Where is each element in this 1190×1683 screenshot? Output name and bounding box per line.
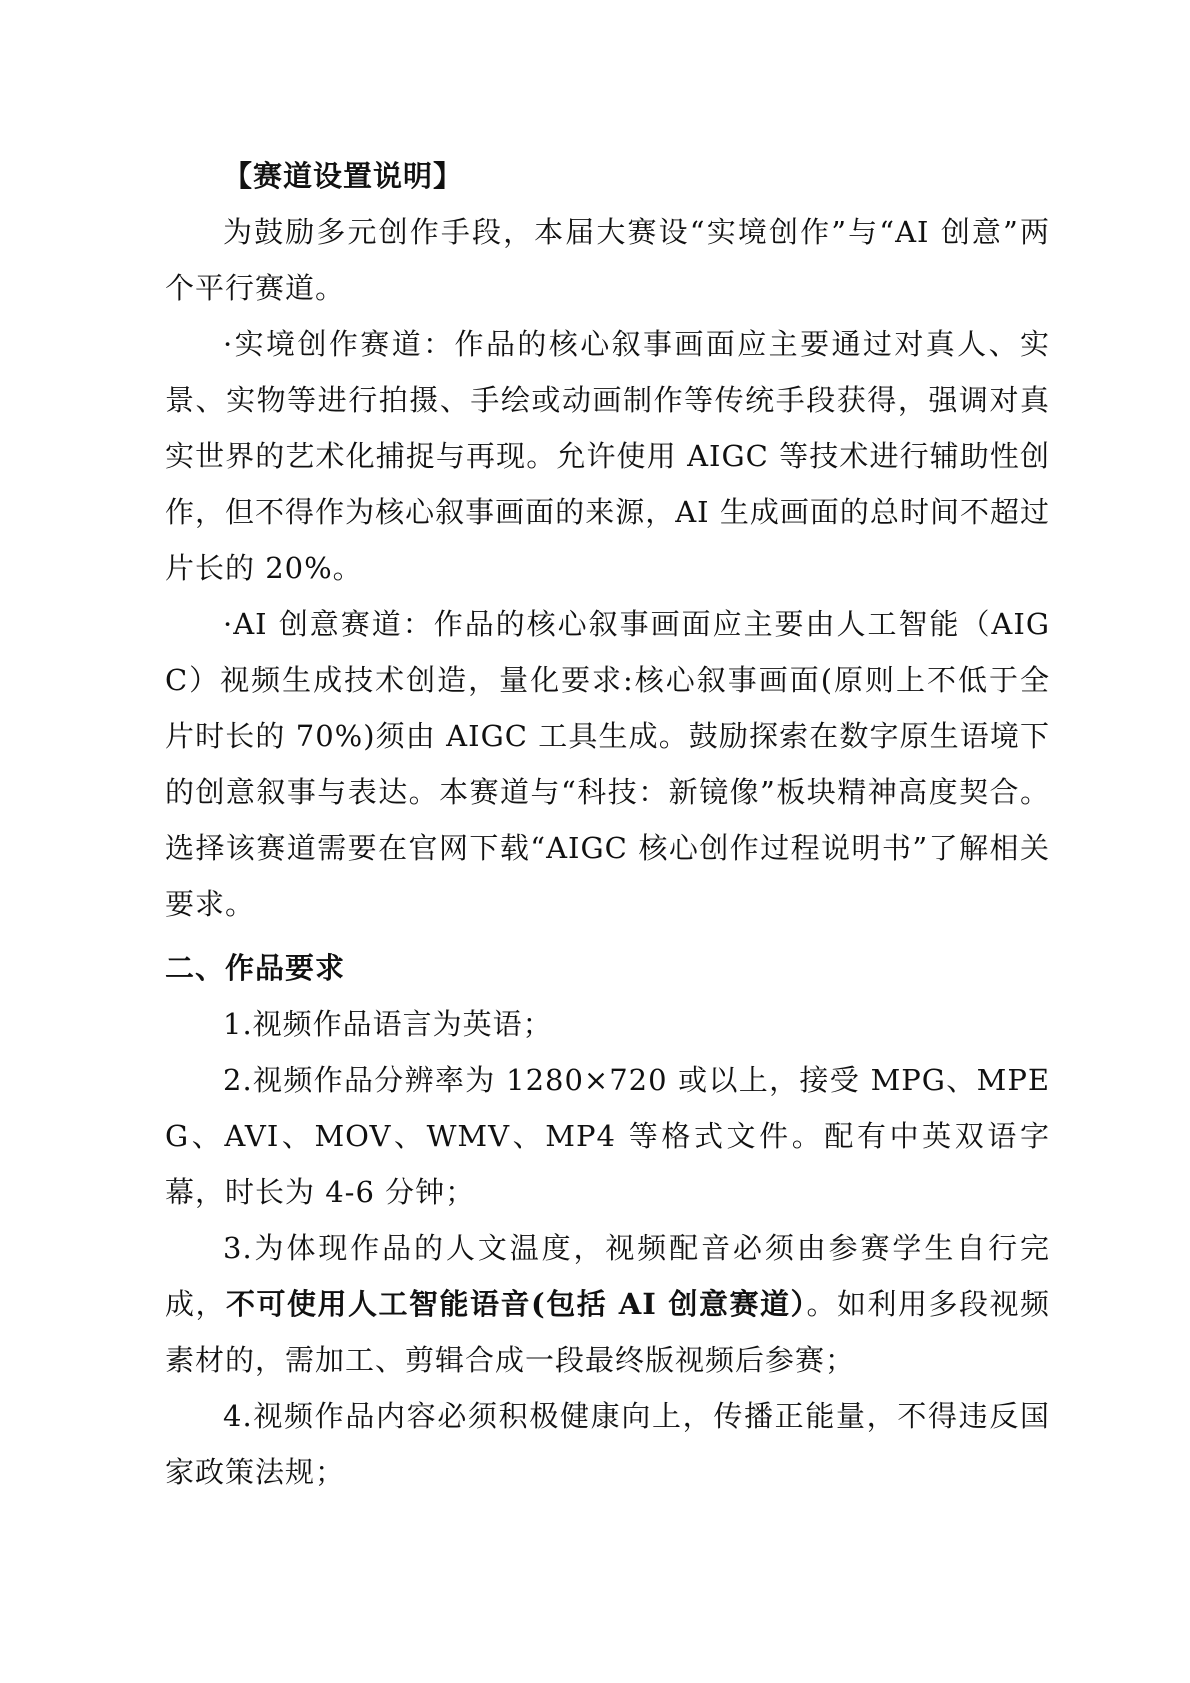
track-setting-heading: 【赛道设置说明】 bbox=[223, 159, 464, 193]
requirement-2: 2.视频作品分辨率为 1280×720 或以上，接受 MPG、MPEG、AVI、MOV、WMV、MP4 等格式文件。配有中英双语字幕，时长为 4-6 分钟； bbox=[165, 1063, 1050, 1209]
requirement-3-lead: 3.为体现作品的人文温度，视频配音必须由参赛学生自行完成， bbox=[165, 1231, 1050, 1321]
intro-paragraph: 为鼓励多元创作手段，本届大赛设“实境创作”与“AI 创意”两个平行赛道。 bbox=[165, 215, 1050, 305]
requirement-4: 4.视频作品内容必须积极健康向上，传播正能量，不得违反国家政策法规； bbox=[165, 1399, 1050, 1489]
requirement-3 bbox=[165, 1220, 1050, 1388]
requirement-3-emphasis: 不可使用人工智能语音(包括 AI 创意赛道） bbox=[226, 1287, 807, 1321]
section-title-work-requirements: 二、作品要求 bbox=[165, 951, 346, 985]
document-page bbox=[165, 148, 1050, 1500]
real-scene-track-paragraph: ·实境创作赛道：作品的核心叙事画面应主要通过对真人、实景、实物等进行拍摄、手绘或动画制作等传统手段获得，强调对真实世界的艺术化捕捉与再现。允许使用 AIGC 等技术进行辅助性创作，但不得作为核心叙事画面的来源，AI 生成画面的总时间不超过片长的 20%。 bbox=[165, 327, 1050, 585]
ai-creative-track-paragraph: ·AI 创意赛道：作品的核心叙事画面应主要由人工智能（AIGC）视频生成技术创造，量化要求:核心叙事画面(原则上不低于全片时长的 70%)须由 AIGC 工具生成。鼓励探索在数字原生语境下的创意叙事与表达。本赛道与“科技：新镜像”板块精神高度契合。选择该赛道需要在官网下载“AIGC 核心创作过程说明书”了解相关要求。 bbox=[165, 607, 1050, 921]
requirement-1: 1.视频作品语言为英语； bbox=[223, 1007, 553, 1041]
requirement-3-tail: 。如利用多段视频素材的，需加工、剪辑合成一段最终版视频后参赛； bbox=[165, 1287, 1050, 1377]
